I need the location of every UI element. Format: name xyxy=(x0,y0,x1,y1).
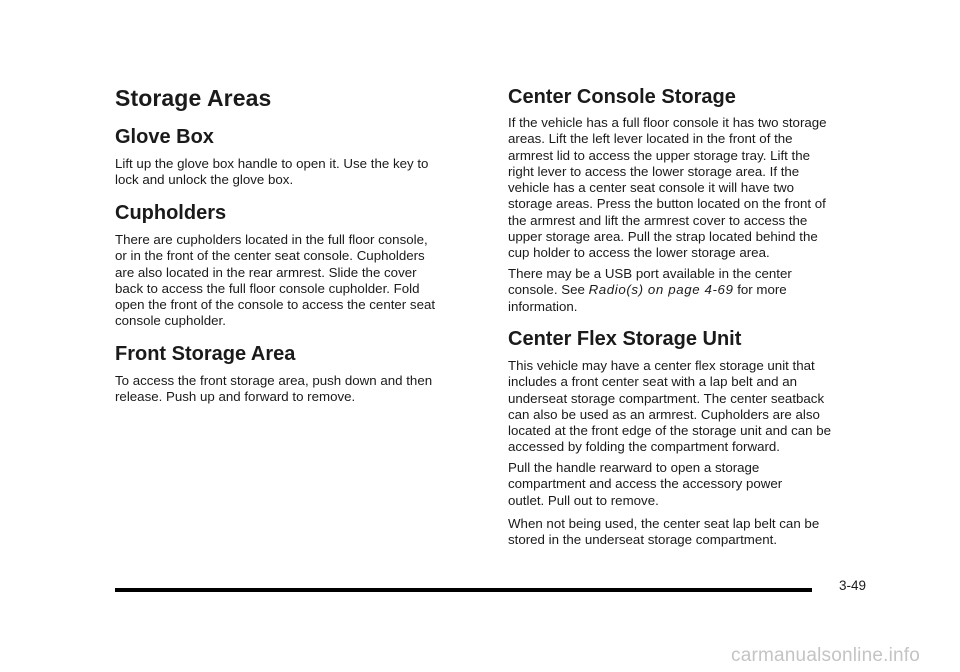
center-flex-heading: Center Flex Storage Unit xyxy=(508,328,742,350)
text-line: To access the front storage area, push down and then xyxy=(115,373,433,388)
text-line: Lift up the glove box handle to open it. Use the key to xyxy=(115,156,429,171)
text-line: Pull the handle rearward to open a storage xyxy=(508,460,760,475)
text-segment: for more xyxy=(733,282,787,298)
text-line: right lever to access the lower storage area. If the xyxy=(508,163,800,179)
text-line: underseat storage compartment. The center seatback xyxy=(508,390,825,406)
text-line: compartment and access the accessory power xyxy=(508,476,783,492)
text-line: armrest lid to access the upper storage tray. Lift the xyxy=(508,147,811,163)
cupholders-paragraph xyxy=(115,232,435,330)
text-line: upper storage area. Pull the strap located behind the xyxy=(508,229,818,245)
text-line xyxy=(508,282,792,298)
lap-belt-paragraph xyxy=(508,516,819,549)
glove-box-paragraph xyxy=(115,156,428,189)
text-line: console cupholder. xyxy=(115,313,226,329)
text-line: outlet. Pull out to remove. xyxy=(508,492,659,508)
text-line: information. xyxy=(508,298,578,314)
text-line: storage areas. Press the button located on the front of xyxy=(508,196,826,212)
text-line: This vehicle may have a center flex storage unit that xyxy=(508,358,815,373)
text-line: areas. Lift the left lever located in the front of the xyxy=(508,131,793,147)
watermark: carmanualsonline.info xyxy=(731,645,921,666)
page-number: 3-49 xyxy=(839,578,867,593)
text-line: There are cupholders located in the full floor console, xyxy=(115,232,428,247)
text-line: vehicle has a center seat console it will have two xyxy=(508,180,795,196)
usb-paragraph xyxy=(508,266,792,315)
text-segment: console. See xyxy=(508,282,589,298)
front-storage-heading: Front Storage Area xyxy=(115,343,296,365)
text-line: stored in the underseat storage compartment. xyxy=(508,532,778,548)
glove-box-heading: Glove Box xyxy=(115,126,214,148)
front-storage-paragraph xyxy=(115,373,432,406)
text-line: lock and unlock the glove box. xyxy=(115,172,294,188)
cupholders-heading: Cupholders xyxy=(115,202,227,224)
text-line: release. Push up and forward to remove. xyxy=(115,389,356,405)
footer-rule xyxy=(115,588,812,592)
text-line: are also located in the rear armrest. Slide the cover xyxy=(115,264,417,280)
center-console-heading: Center Console Storage xyxy=(508,86,736,108)
center-console-paragraph xyxy=(508,115,827,262)
text-line: can also be used as an armrest. Cupholders are also xyxy=(508,406,820,422)
text-line: or in the front of the center seat console. Cupholders xyxy=(115,248,425,264)
text-line: open the front of the console to access the center seat xyxy=(115,297,436,313)
text-line: If the vehicle has a full floor console it has two storage xyxy=(508,115,827,130)
text-line: the armrest and lift the armrest cover to access the xyxy=(508,212,808,228)
text-line: When not being used, the center seat lap belt can be xyxy=(508,516,820,531)
text-line: accessed by folding the compartment forward. xyxy=(508,439,780,455)
radio-page-reference-link[interactable]: Radio(s) on page 4-69 xyxy=(588,282,734,298)
text-line: back to access the full floor console cupholder. Fold xyxy=(115,280,420,296)
text-line: There may be a USB port available in the center xyxy=(508,266,792,281)
text-line: located at the front edge of the storage unit and can be xyxy=(508,423,832,439)
power-outlet-paragraph xyxy=(508,460,782,509)
section-title: Storage Areas xyxy=(115,85,272,111)
text-line: includes a front center seat with a lap belt and an xyxy=(508,374,798,390)
center-flex-paragraph xyxy=(508,358,831,456)
text-line: cup holder to access the lower storage area. xyxy=(508,245,770,261)
